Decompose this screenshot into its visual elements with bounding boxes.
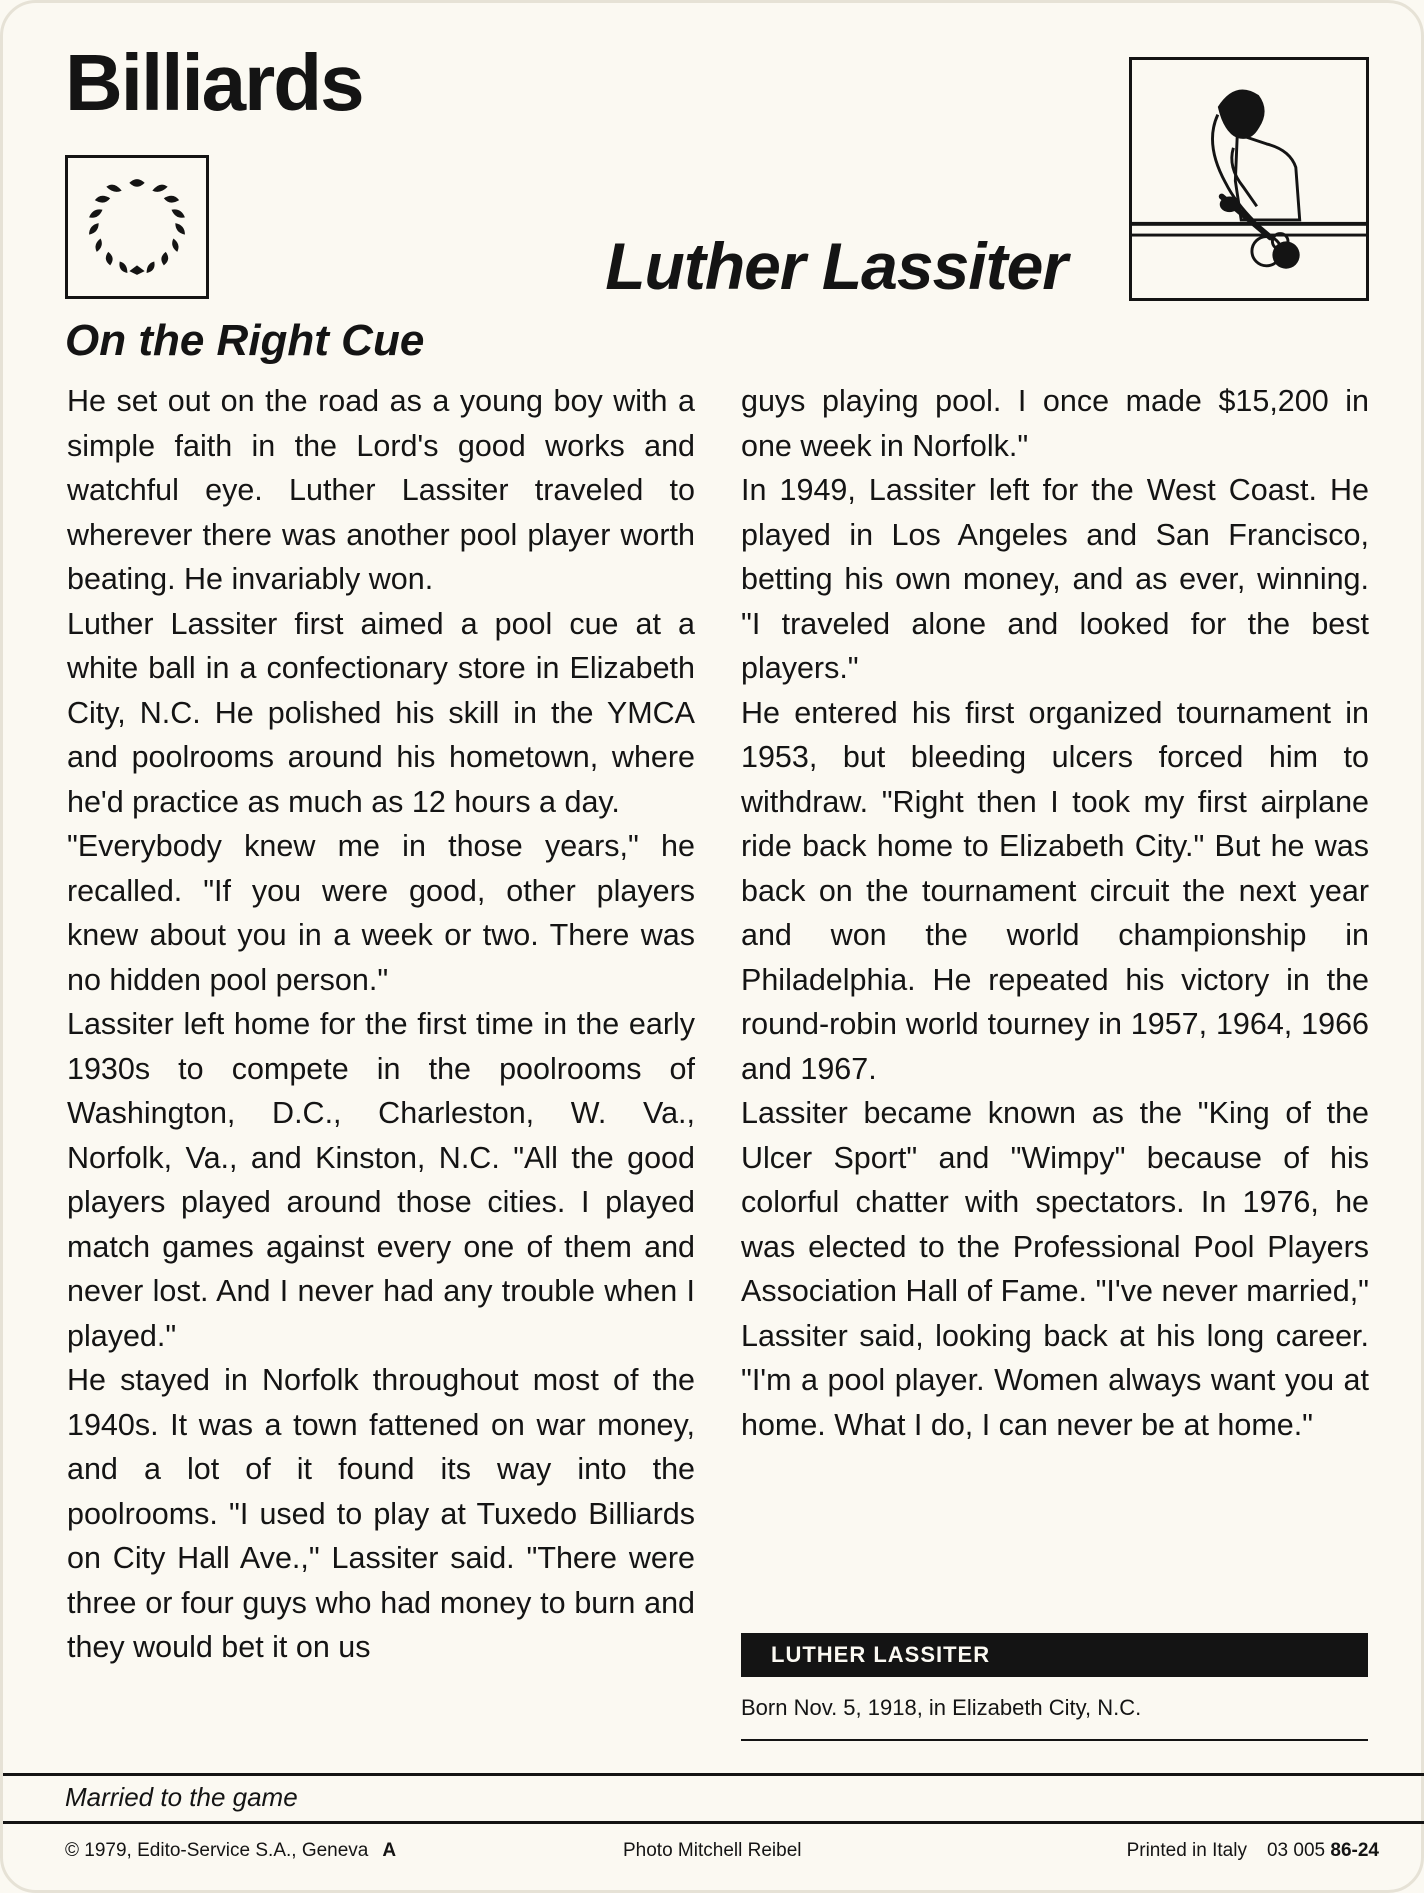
printed-in: Printed in Italy	[1126, 1840, 1247, 1861]
info-box-name-bar: LUTHER LASSITER	[741, 1633, 1368, 1677]
card-code: 03 005	[1266, 1840, 1326, 1861]
paragraph: Lassiter left home for the first time in the early 1930s to compete in the poolrooms of Washington, D.C., Charleston, W. Va., Norfolk, Va., and Kinston, N.C. "All the good players played around those cities. I played match games against every one of them and never lost. And I never had any trouble when I played."	[67, 1007, 695, 1353]
paragraph: In 1949, Lassiter left for the West Coast. He played in Los Angeles and San Francisco, betting his own money, and as ever, winning. "I traveled alone and looked for the best players."	[741, 473, 1369, 685]
caption-divider-top	[3, 1773, 1424, 1776]
birth-info: Born Nov. 5, 1918, in Elizabeth City, N.C.	[741, 1695, 1142, 1720]
paragraph: He entered his first organized tournament in 1953, but bleeding ulcers forced him to withdraw. "Right then I took my first airplane ride back home to Elizabeth City." But he was back on the tournament circuit the next year and won the world championship in Philadelphia. He repeated his victory in the round-robin world tourney in 1957, 1964, 1966 and 1967.	[741, 695, 1369, 1086]
footer-copyright	[65, 1839, 396, 1863]
paragraph: guys playing pool. I once made $15,200 in one week in Norfolk."	[741, 384, 1369, 463]
card-number: 86-24	[1330, 1840, 1379, 1861]
edition-mark: A	[382, 1840, 397, 1861]
info-box-divider	[741, 1739, 1368, 1741]
footer-photo-credit: Photo Mitchell Reibel	[623, 1840, 802, 1861]
paragraph: "Everybody knew me in those years," he recalled. "If you were good, other players knew about you in a week or two. There was no hidden pool person."	[67, 829, 695, 997]
player-name: Luther Lassiter	[605, 229, 1067, 303]
article-column-left	[67, 379, 695, 1670]
paragraph: He set out on the road as a young boy with a simple faith in the Lord's good works and watchful eye. Luther Lassiter traveled to wherever there was another pool player worth beating. He invariably won.	[67, 384, 695, 596]
footer-print-info	[1127, 1839, 1379, 1863]
billiards-player-illustration	[1129, 57, 1369, 301]
sport-title: Billiards	[65, 38, 363, 127]
laurel-wreath-icon	[65, 155, 209, 299]
caption-divider-bottom	[3, 1821, 1424, 1824]
card-caption: Married to the game	[65, 1782, 298, 1812]
article-subtitle: On the Right Cue	[65, 316, 425, 365]
paragraph: Luther Lassiter first aimed a pool cue at a white ball in a confectionary store in Elizabeth City, N.C. He polished his skill in the YMCA and poolrooms around his hometown, where he'd practice as much as 12 hours a day.	[67, 606, 695, 819]
paragraph: Lassiter became known as the "King of the Ulcer Sport" and "Wimpy" because of his colorful chatter with spectators. In 1976, he was elected to the Professional Pool Players Association Hall of Fame. "I've never married," Lassiter said, looking back at his long career. "I'm a pool player. Women always want you at home. What I do, I can never be at home."	[741, 1096, 1369, 1442]
copyright-text: © 1979, Edito-Service S.A., Geneva	[65, 1840, 369, 1861]
article-column-right	[741, 379, 1369, 1447]
paragraph: He stayed in Norfolk throughout most of the 1940s. It was a town fattened on war money, and a lot of it found its way into the poolrooms. "I used to play at Tuxedo Billiards on City Hall Ave.," Lassiter said. "There were three or four guys who had money to burn and they would bet it on us	[67, 1363, 695, 1664]
